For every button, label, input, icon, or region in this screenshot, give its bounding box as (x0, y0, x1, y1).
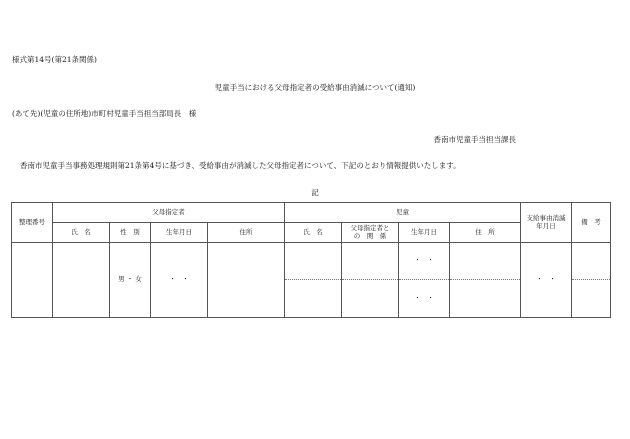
header-child-relation-line1: 父母指定者と (350, 224, 390, 233)
cell-child-relation-2[interactable] (342, 280, 399, 318)
cell-remarks-1[interactable] (572, 243, 611, 280)
addressee: (あて先)(児童の住所地)市町村児童手当担当部局長 様 (12, 109, 197, 118)
body-text: 香南市児童手当事務処理規則第21条第4号に基づき、受給事由が消滅した父母指定者について、下記のとおり情報提供いたします。 (20, 161, 461, 170)
cell-child-name-2[interactable] (285, 280, 342, 318)
info-table (11, 202, 611, 318)
header-child-relation (342, 223, 399, 243)
header-parent-birth: 生年月日 (151, 223, 208, 243)
cell-child-address-1[interactable] (450, 243, 521, 280)
header-parent-name: 氏 名 (53, 223, 110, 243)
cell-parent-address[interactable] (208, 243, 285, 318)
form-number: 様式第14号(第21条関係) (12, 55, 97, 64)
header-extinction-line2: 年月日 (536, 221, 556, 230)
cell-parent-birth[interactable]: ・ ・ (151, 243, 208, 318)
cell-extinction-date[interactable]: ・ ・ (521, 243, 572, 318)
header-extinction-line1: 支給事由消滅 (526, 214, 566, 223)
header-child-birth: 生年月日 (399, 223, 450, 243)
header-child-group: 児童 (285, 203, 521, 223)
document-title: 児童手当における父母指定者の受給事由消滅について(通知) (214, 83, 416, 92)
header-child-name: 氏 名 (285, 223, 342, 243)
sender: 香南市児童手当担当課長 (433, 135, 516, 144)
cell-child-name-1[interactable] (285, 243, 342, 280)
ki-heading: 記 (311, 188, 319, 197)
header-remarks: 備 考 (572, 203, 611, 243)
cell-parent-gender[interactable]: 男 ・ 女 (110, 243, 151, 318)
cell-remarks-2[interactable] (572, 280, 611, 318)
cell-child-birth-1[interactable]: ・ ・ (399, 243, 450, 280)
cell-child-relation-1[interactable] (342, 243, 399, 280)
header-serial-number: 整理番号 (12, 203, 53, 243)
cell-child-address-2[interactable] (450, 280, 521, 318)
header-child-relation-line2: の 関 係 (353, 231, 387, 240)
cell-parent-name[interactable] (53, 243, 110, 318)
header-extinction-date (521, 203, 572, 243)
header-parent-group: 父母指定者 (53, 203, 285, 223)
cell-child-birth-2[interactable]: ・ ・ (399, 280, 450, 318)
header-child-address: 住 所 (450, 223, 521, 243)
cell-serial-number[interactable] (12, 243, 53, 318)
header-parent-address: 住所 (208, 223, 285, 243)
header-parent-gender: 性 別 (110, 223, 151, 243)
